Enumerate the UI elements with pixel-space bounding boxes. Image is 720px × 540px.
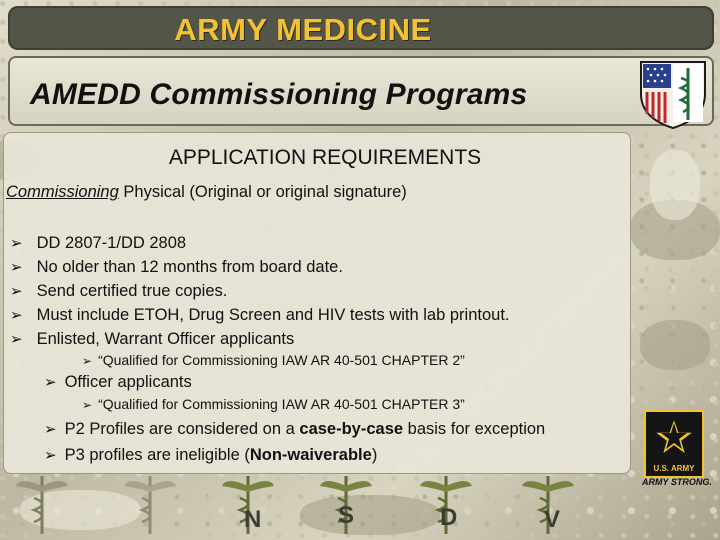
bullet-arrow-icon: ➢ — [10, 259, 23, 276]
bullet-arrow-icon: ➢ — [44, 421, 57, 438]
intro-underlined: Commissioning — [6, 183, 119, 201]
profile-p3-item — [44, 446, 377, 465]
intro-line — [6, 183, 407, 202]
p2-prefix: P2 Profiles are considered on a — [64, 420, 300, 438]
section-heading: APPLICATION REQUIREMENTS — [168, 146, 482, 169]
p3-prefix: P3 profiles are ineligible ( — [64, 446, 250, 464]
army-slogan: ARMY STRONG. — [642, 477, 712, 487]
army-logo — [644, 410, 704, 478]
enlisted-note-text: “Qualified for Commissioning IAW AR 40-501 CHAPTER 2” — [98, 352, 465, 368]
corps-letter: S — [338, 502, 355, 529]
intro-rest: Physical (Original or original signature) — [118, 183, 407, 201]
p2-bold: case-by-case — [299, 420, 404, 438]
bullet-arrow-icon: ➢ — [10, 235, 23, 252]
requirement-item — [10, 306, 510, 325]
requirement-text: No older than 12 months from board date. — [36, 258, 343, 276]
requirement-item — [10, 258, 343, 277]
corps-letter: V — [544, 506, 561, 533]
officer-note-text: “Qualified for Commissioning IAW AR 40-501 CHAPTER 3” — [98, 396, 465, 412]
army-logo-text: U.S. ARMY — [653, 464, 695, 473]
header-banner — [8, 6, 714, 50]
bullet-arrow-icon: ➢ — [82, 354, 93, 368]
requirement-text: Enlisted, Warrant Officer applicants — [36, 330, 295, 348]
army-star-icon — [646, 412, 702, 462]
bullet-arrow-icon: ➢ — [44, 447, 57, 464]
requirement-item — [10, 330, 294, 349]
caduceus-icon — [120, 472, 180, 538]
camo-blob — [640, 320, 710, 370]
caduceus-icon — [12, 472, 72, 538]
title-bar — [8, 56, 714, 126]
bullet-arrow-icon: ➢ — [10, 283, 23, 300]
profile-p2-item — [44, 420, 545, 439]
brand-title: ARMY MEDICINE — [174, 12, 432, 47]
p3-suffix: ) — [371, 446, 378, 464]
corps-letter: N — [244, 506, 262, 533]
page-title: AMEDD Commissioning Programs — [30, 78, 528, 111]
bullet-arrow-icon: ➢ — [82, 398, 93, 412]
officer-item — [44, 373, 192, 392]
enlisted-note — [82, 352, 465, 368]
officer-note — [82, 396, 465, 412]
requirement-text: DD 2807-1/DD 2808 — [36, 234, 187, 252]
bullet-arrow-icon: ➢ — [10, 331, 23, 348]
p3-bold: Non-waiverable — [249, 446, 372, 464]
bullet-arrow-icon: ➢ — [10, 307, 23, 324]
requirement-item — [10, 282, 227, 301]
crest-icon — [633, 52, 713, 132]
requirement-text: Send certified true copies. — [36, 282, 228, 300]
officer-label: Officer applicants — [64, 373, 192, 391]
corps-letter: D — [440, 504, 458, 531]
requirement-text: Must include ETOH, Drug Screen and HIV tests with lab printout. — [36, 306, 510, 324]
camo-blob — [650, 150, 700, 220]
bullet-arrow-icon: ➢ — [44, 374, 57, 391]
p2-suffix: basis for exception — [403, 420, 546, 438]
requirement-item — [10, 234, 186, 253]
